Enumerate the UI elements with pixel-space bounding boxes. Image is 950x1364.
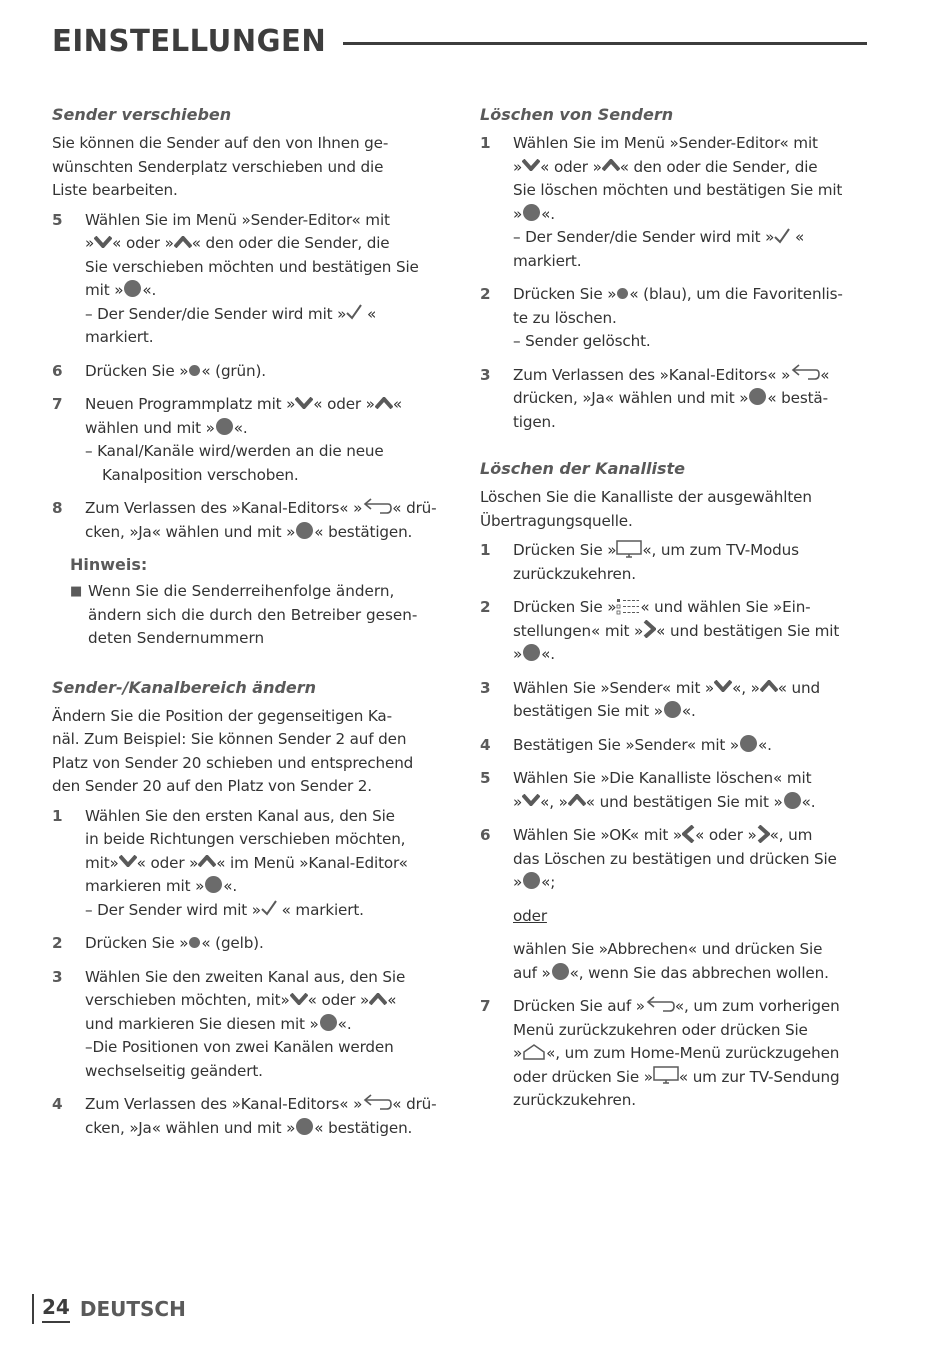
back-arrow-icon xyxy=(362,1094,392,1112)
yellow-button-icon xyxy=(189,937,200,948)
step: 3 Wählen Sie »Sender« mit » «, » « und bestätigen Sie mit » «. xyxy=(480,677,872,724)
step-number: 4 xyxy=(52,1095,63,1113)
note-item: ■ Wenn Sie die Senderreihenfolge ändern, ändern sich die durch den Betreiber gesen- deten Sendernummern xyxy=(70,580,452,651)
chevron-down-icon xyxy=(290,993,308,1005)
chevron-right-icon xyxy=(757,825,770,843)
ok-button-icon xyxy=(784,792,801,809)
intro-loeschen-kanalliste: Löschen Sie die Kanalliste der ausgewählten Übertragungsquelle. xyxy=(480,488,812,530)
step-number: 7 xyxy=(480,997,491,1015)
chevron-up-icon xyxy=(375,397,393,409)
or-separator: oder xyxy=(513,906,547,925)
ok-button-icon xyxy=(205,876,222,893)
chevron-down-icon xyxy=(522,159,540,171)
step-number: 1 xyxy=(52,806,63,825)
chevron-up-icon xyxy=(198,855,216,867)
chevron-down-icon xyxy=(94,236,112,248)
chevron-down-icon xyxy=(714,680,732,692)
page-number: 24 xyxy=(42,1295,70,1323)
chevron-up-icon xyxy=(174,236,192,248)
step-number: 2 xyxy=(52,934,63,952)
ok-button-icon xyxy=(749,388,766,405)
checkmark-icon xyxy=(774,228,790,244)
step-number: 2 xyxy=(480,598,491,616)
step: 3 Wählen Sie den zweiten Kanal aus, den Sie verschieben möchten, mit» « oder » « und markieren Sie diesen mit » «. –Die Positionen von zwei Kanälen werden wechselseitig geändert. xyxy=(52,966,452,1084)
step: 1 Wählen Sie im Menü »Sender-Editor« mit » « oder » « den oder die Sender, die Sie löschen möchten und bestätigen Sie mit » «. – Der Sender/die Sender wird mit » « markiert. xyxy=(480,132,872,273)
tv-icon xyxy=(653,1065,679,1085)
left-column xyxy=(52,104,452,1150)
step: 1 Wählen Sie den ersten Kanal aus, den Sie in beide Richtungen verschieben möchten, mit» « oder » « im Menü »Kanal-Editor« markieren mit » «. – Der Sender wird mit » « markiert. xyxy=(52,805,452,923)
step-number: 2 xyxy=(480,285,491,303)
chevron-up-icon xyxy=(568,794,586,806)
footer-rule xyxy=(32,1294,34,1324)
right-column xyxy=(480,104,872,1123)
step-number: 7 xyxy=(52,395,63,413)
chevron-left-icon xyxy=(682,825,695,843)
intro-sender-verschieben: Sie können die Sender auf den von Ihnen ge- wünschten Senderplatz verschieben und die Liste bearbeiten. xyxy=(52,134,389,199)
back-arrow-icon xyxy=(362,498,392,516)
green-button-icon xyxy=(189,365,200,376)
note-title: Hinweis: xyxy=(70,555,148,574)
step-number: 3 xyxy=(480,678,491,697)
ok-button-icon xyxy=(523,204,540,221)
ok-button-icon xyxy=(296,522,313,539)
section-title-loeschen-kanalliste: Löschen der Kanalliste xyxy=(480,459,686,478)
step: 6 Wählen Sie »OK« mit » « oder » «, um das Löschen zu bestätigen und drücken Sie » «; oder wählen Sie »Abbrechen« und drücken Sie auf » «, wenn Sie das abbrechen wollen. xyxy=(480,824,872,985)
step: 1 Drücken Sie » «, um zum TV-Modus zurückzukehren. xyxy=(480,539,872,586)
section-title-loeschen-von-sendern: Löschen von Sendern xyxy=(480,105,674,124)
checkmark-icon xyxy=(346,304,362,320)
step: 2 Drücken Sie » « und wählen Sie »Ein- stellungen« mit » « und bestätigen Sie mit » «. xyxy=(480,596,872,667)
step: 5 Wählen Sie »Die Kanalliste löschen« mit » «, » « und bestätigen Sie mit » «. xyxy=(480,767,872,814)
chevron-down-icon xyxy=(119,855,137,867)
ok-button-icon xyxy=(523,872,540,889)
chevron-up-icon xyxy=(602,159,620,171)
step: 2 Drücken Sie » « (blau), um die Favoritenlis- te zu löschen. – Sender gelöscht. xyxy=(480,283,872,354)
step: 2 Drücken Sie » « (gelb). xyxy=(52,932,452,956)
step-number: 6 xyxy=(480,826,491,844)
ok-button-icon xyxy=(740,735,757,752)
step: 4 Bestätigen Sie »Sender« mit » «. xyxy=(480,734,872,758)
ok-button-icon xyxy=(216,418,233,435)
step: 4 Zum Verlassen des »Kanal-Editors« » « drü- cken, »Ja« wählen und mit » « bestätigen. xyxy=(52,1093,452,1140)
section-title-kanalbereich: Sender-/Kanalbereich ändern xyxy=(52,677,317,697)
checkmark-icon xyxy=(261,900,277,916)
page-title: EINSTELLUNGEN xyxy=(52,23,327,59)
step: 6 Drücken Sie » « (grün). xyxy=(52,360,452,384)
ok-button-icon xyxy=(523,644,540,661)
menu-icon xyxy=(616,597,640,615)
section-title-sender-verschieben: Sender verschieben xyxy=(52,105,232,124)
step: 5 Wählen Sie im Menü »Sender-Editor« mit » « oder » « den oder die Sender, die Sie verschieben möchten und bestätigen Sie mit » «. – Der Sender/die Sender wird mit » « markiert. xyxy=(52,209,452,350)
step-number: 4 xyxy=(480,735,491,754)
ok-button-icon xyxy=(552,963,569,980)
ok-button-icon xyxy=(664,701,681,718)
chevron-down-icon xyxy=(522,794,540,806)
page-header xyxy=(52,18,867,64)
step-number: 3 xyxy=(480,365,491,384)
step-number: 1 xyxy=(480,134,491,152)
step: 8 Zum Verlassen des »Kanal-Editors« » « drü- cken, »Ja« wählen und mit » « bestätigen. xyxy=(52,497,452,544)
step: 7 Drücken Sie auf » «, um zum vorherigen Menü zurückzukehren oder drücken Sie » «, um zum Home-Menü zurückzugehen oder drücken Sie » « um zur TV-Sendung zurückzukehren. xyxy=(480,995,872,1113)
chevron-right-icon xyxy=(643,620,656,638)
step-number: 8 xyxy=(52,499,63,517)
ok-button-icon xyxy=(320,1014,337,1031)
step-number: 3 xyxy=(52,967,63,986)
tv-icon xyxy=(616,539,642,559)
note-box xyxy=(70,554,452,651)
ok-button-icon xyxy=(296,1118,313,1135)
step-number: 6 xyxy=(52,361,63,380)
step-number: 5 xyxy=(52,210,63,229)
back-arrow-icon xyxy=(645,996,675,1014)
chevron-down-icon xyxy=(295,397,313,409)
bullet-square-icon: ■ xyxy=(70,584,83,599)
back-arrow-icon xyxy=(790,364,820,382)
chevron-up-icon xyxy=(760,680,778,692)
page-footer xyxy=(32,1292,186,1326)
intro-kanalbereich: Ändern Sie die Position der gegenseitigen Ka- näl. Zum Beispiel: Sie können Sender 2 auf den Platz von Sender 20 schieben und entsprechend den Sender 20 auf den Platz von Sender 2. xyxy=(52,706,414,795)
step-number: 5 xyxy=(480,769,491,787)
step: 3 Zum Verlassen des »Kanal-Editors« » « drücken, »Ja« wählen und mit » « bestä- tigen. xyxy=(480,364,872,435)
ok-button-icon xyxy=(124,280,141,297)
language-label: DEUTSCH xyxy=(79,1297,186,1321)
step-number: 1 xyxy=(480,541,491,559)
home-icon xyxy=(522,1043,546,1061)
blue-button-icon xyxy=(617,288,628,299)
step: 7 Neuen Programmplatz mit » « oder » « wählen und mit » «. – Kanal/Kanäle wird/werden an die neue Kanalposition verschoben. xyxy=(52,393,452,487)
header-rule xyxy=(343,42,867,45)
chevron-up-icon xyxy=(369,993,387,1005)
